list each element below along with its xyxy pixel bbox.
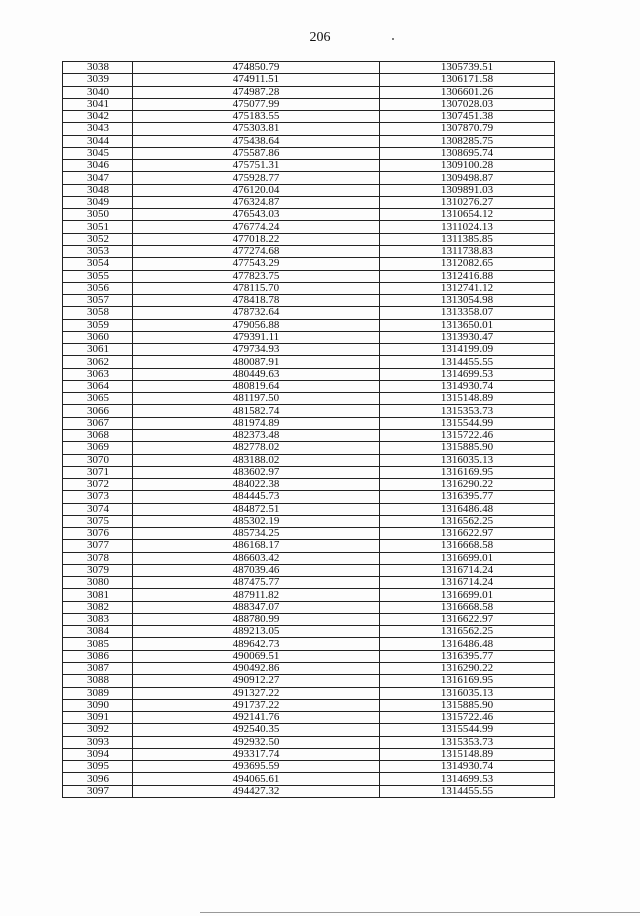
point-number-cell: 3044: [63, 135, 133, 147]
point-number-cell: 3093: [63, 736, 133, 748]
x-coordinate-cell: 483602.97: [133, 466, 380, 478]
point-number-cell: 3068: [63, 429, 133, 441]
table-row: [63, 135, 555, 147]
y-coordinate-cell: 1315885.90: [380, 442, 555, 454]
table-row: [63, 111, 555, 123]
x-coordinate-cell: 474850.79: [133, 62, 380, 74]
y-coordinate-cell: 1316622.97: [380, 528, 555, 540]
table-row: [63, 748, 555, 760]
point-number-cell: 3062: [63, 356, 133, 368]
point-number-cell: 3055: [63, 270, 133, 282]
y-coordinate-cell: 1316169.95: [380, 466, 555, 478]
table-row: [63, 417, 555, 429]
x-coordinate-cell: 480819.64: [133, 380, 380, 392]
y-coordinate-cell: 1316290.22: [380, 479, 555, 491]
point-number-cell: 3054: [63, 258, 133, 270]
point-number-cell: 3083: [63, 613, 133, 625]
coordinate-table: [62, 61, 555, 798]
point-number-cell: 3066: [63, 405, 133, 417]
table-row: [63, 258, 555, 270]
point-number-cell: 3061: [63, 344, 133, 356]
point-number-cell: 3072: [63, 479, 133, 491]
table-row: [63, 589, 555, 601]
y-coordinate-cell: 1315148.89: [380, 748, 555, 760]
y-coordinate-cell: 1316395.77: [380, 491, 555, 503]
x-coordinate-cell: 475183.55: [133, 111, 380, 123]
table-row: [63, 86, 555, 98]
y-coordinate-cell: 1312416.88: [380, 270, 555, 282]
point-number-cell: 3097: [63, 785, 133, 797]
point-number-cell: 3050: [63, 209, 133, 221]
point-number-cell: 3040: [63, 86, 133, 98]
x-coordinate-cell: 480449.63: [133, 368, 380, 380]
table-row: [63, 307, 555, 319]
table-row: [63, 479, 555, 491]
x-coordinate-cell: 484872.51: [133, 503, 380, 515]
y-coordinate-cell: 1314699.53: [380, 773, 555, 785]
point-number-cell: 3065: [63, 393, 133, 405]
table-row: [63, 160, 555, 172]
point-number-cell: 3081: [63, 589, 133, 601]
point-number-cell: 3039: [63, 74, 133, 86]
y-coordinate-cell: 1307028.03: [380, 98, 555, 110]
point-number-cell: 3052: [63, 233, 133, 245]
point-number-cell: 3080: [63, 577, 133, 589]
point-number-cell: 3090: [63, 699, 133, 711]
table-row: [63, 638, 555, 650]
point-number-cell: 3075: [63, 515, 133, 527]
y-coordinate-cell: 1316668.58: [380, 601, 555, 613]
y-coordinate-cell: 1310654.12: [380, 209, 555, 221]
y-coordinate-cell: 1315722.46: [380, 429, 555, 441]
point-number-cell: 3060: [63, 331, 133, 343]
table-row: [63, 442, 555, 454]
table-row: [63, 184, 555, 196]
y-coordinate-cell: 1316035.13: [380, 454, 555, 466]
table-row: [63, 98, 555, 110]
y-coordinate-cell: 1316486.48: [380, 638, 555, 650]
y-coordinate-cell: 1311738.83: [380, 245, 555, 257]
x-coordinate-cell: 489213.05: [133, 626, 380, 638]
table-row: [63, 650, 555, 662]
table-row: [63, 785, 555, 797]
x-coordinate-cell: 475077.99: [133, 98, 380, 110]
x-coordinate-cell: 490492.86: [133, 663, 380, 675]
x-coordinate-cell: 492141.76: [133, 712, 380, 724]
y-coordinate-cell: 1313930.47: [380, 331, 555, 343]
point-number-cell: 3084: [63, 626, 133, 638]
table-row: [63, 552, 555, 564]
point-number-cell: 3094: [63, 748, 133, 760]
x-coordinate-cell: 486603.42: [133, 552, 380, 564]
x-coordinate-cell: 494427.32: [133, 785, 380, 797]
x-coordinate-cell: 487911.82: [133, 589, 380, 601]
table-row: [63, 196, 555, 208]
table-row: [63, 601, 555, 613]
x-coordinate-cell: 492540.35: [133, 724, 380, 736]
y-coordinate-cell: 1305739.51: [380, 62, 555, 74]
y-coordinate-cell: 1315885.90: [380, 699, 555, 711]
x-coordinate-cell: 491737.22: [133, 699, 380, 711]
y-coordinate-cell: 1316714.24: [380, 577, 555, 589]
y-coordinate-cell: 1313054.98: [380, 295, 555, 307]
y-coordinate-cell: 1316699.01: [380, 589, 555, 601]
point-number-cell: 3078: [63, 552, 133, 564]
x-coordinate-cell: 481197.50: [133, 393, 380, 405]
coordinate-table-wrapper: [62, 61, 552, 798]
y-coordinate-cell: 1307451.38: [380, 111, 555, 123]
x-coordinate-cell: 475438.64: [133, 135, 380, 147]
table-row: [63, 368, 555, 380]
bottom-edge-line: [200, 912, 640, 913]
point-number-cell: 3056: [63, 282, 133, 294]
x-coordinate-cell: 488780.99: [133, 613, 380, 625]
x-coordinate-cell: 494065.61: [133, 773, 380, 785]
point-number-cell: 3095: [63, 761, 133, 773]
y-coordinate-cell: 1314699.53: [380, 368, 555, 380]
y-coordinate-cell: 1315544.99: [380, 724, 555, 736]
table-row: [63, 773, 555, 785]
table-row: [63, 613, 555, 625]
x-coordinate-cell: 487475.77: [133, 577, 380, 589]
x-coordinate-cell: 476120.04: [133, 184, 380, 196]
table-row: [63, 577, 555, 589]
x-coordinate-cell: 477543.29: [133, 258, 380, 270]
table-row: [63, 245, 555, 257]
point-number-cell: 3046: [63, 160, 133, 172]
x-coordinate-cell: 489642.73: [133, 638, 380, 650]
point-number-cell: 3082: [63, 601, 133, 613]
point-number-cell: 3067: [63, 417, 133, 429]
x-coordinate-cell: 478418.78: [133, 295, 380, 307]
table-row: [63, 491, 555, 503]
table-row: [63, 380, 555, 392]
x-coordinate-cell: 479734.93: [133, 344, 380, 356]
table-row: [63, 515, 555, 527]
table-row: [63, 712, 555, 724]
y-coordinate-cell: 1316714.24: [380, 564, 555, 576]
y-coordinate-cell: 1314930.74: [380, 380, 555, 392]
x-coordinate-cell: 477823.75: [133, 270, 380, 282]
table-row: [63, 270, 555, 282]
table-row: [63, 344, 555, 356]
point-number-cell: 3071: [63, 466, 133, 478]
table-row: [63, 454, 555, 466]
y-coordinate-cell: 1316290.22: [380, 663, 555, 675]
y-coordinate-cell: 1316486.48: [380, 503, 555, 515]
y-coordinate-cell: 1306601.26: [380, 86, 555, 98]
x-coordinate-cell: 479391.11: [133, 331, 380, 343]
y-coordinate-cell: 1316622.97: [380, 613, 555, 625]
scan-speck: [392, 38, 394, 40]
coordinate-table-body: [63, 62, 555, 798]
y-coordinate-cell: 1316562.25: [380, 515, 555, 527]
table-row: [63, 209, 555, 221]
page-number: 206: [309, 30, 331, 45]
y-coordinate-cell: 1316169.95: [380, 675, 555, 687]
table-row: [63, 466, 555, 478]
y-coordinate-cell: 1315353.73: [380, 736, 555, 748]
y-coordinate-cell: 1316699.01: [380, 552, 555, 564]
x-coordinate-cell: 483188.02: [133, 454, 380, 466]
point-number-cell: 3064: [63, 380, 133, 392]
x-coordinate-cell: 492932.50: [133, 736, 380, 748]
x-coordinate-cell: 477274.68: [133, 245, 380, 257]
point-number-cell: 3048: [63, 184, 133, 196]
table-row: [63, 675, 555, 687]
table-row: [63, 295, 555, 307]
point-number-cell: 3096: [63, 773, 133, 785]
y-coordinate-cell: 1316562.25: [380, 626, 555, 638]
point-number-cell: 3059: [63, 319, 133, 331]
x-coordinate-cell: 488347.07: [133, 601, 380, 613]
y-coordinate-cell: 1309498.87: [380, 172, 555, 184]
y-coordinate-cell: 1315148.89: [380, 393, 555, 405]
point-number-cell: 3079: [63, 564, 133, 576]
x-coordinate-cell: 485302.19: [133, 515, 380, 527]
point-number-cell: 3070: [63, 454, 133, 466]
point-number-cell: 3057: [63, 295, 133, 307]
point-number-cell: 3058: [63, 307, 133, 319]
y-coordinate-cell: 1312741.12: [380, 282, 555, 294]
point-number-cell: 3077: [63, 540, 133, 552]
y-coordinate-cell: 1306171.58: [380, 74, 555, 86]
point-number-cell: 3043: [63, 123, 133, 135]
x-coordinate-cell: 490912.27: [133, 675, 380, 687]
x-coordinate-cell: 480087.91: [133, 356, 380, 368]
x-coordinate-cell: 474911.51: [133, 74, 380, 86]
y-coordinate-cell: 1310276.27: [380, 196, 555, 208]
x-coordinate-cell: 484022.38: [133, 479, 380, 491]
y-coordinate-cell: 1313650.01: [380, 319, 555, 331]
x-coordinate-cell: 475751.31: [133, 160, 380, 172]
table-row: [63, 331, 555, 343]
point-number-cell: 3063: [63, 368, 133, 380]
point-number-cell: 3042: [63, 111, 133, 123]
y-coordinate-cell: 1315722.46: [380, 712, 555, 724]
x-coordinate-cell: 491327.22: [133, 687, 380, 699]
point-number-cell: 3053: [63, 245, 133, 257]
x-coordinate-cell: 475928.77: [133, 172, 380, 184]
table-row: [63, 663, 555, 675]
table-row: [63, 736, 555, 748]
x-coordinate-cell: 478115.70: [133, 282, 380, 294]
point-number-cell: 3038: [63, 62, 133, 74]
y-coordinate-cell: 1308695.74: [380, 147, 555, 159]
table-row: [63, 687, 555, 699]
y-coordinate-cell: 1313358.07: [380, 307, 555, 319]
y-coordinate-cell: 1314199.09: [380, 344, 555, 356]
point-number-cell: 3045: [63, 147, 133, 159]
x-coordinate-cell: 486168.17: [133, 540, 380, 552]
x-coordinate-cell: 485734.25: [133, 528, 380, 540]
y-coordinate-cell: 1315544.99: [380, 417, 555, 429]
x-coordinate-cell: 476324.87: [133, 196, 380, 208]
x-coordinate-cell: 481582.74: [133, 405, 380, 417]
x-coordinate-cell: 490069.51: [133, 650, 380, 662]
x-coordinate-cell: 479056.88: [133, 319, 380, 331]
y-coordinate-cell: 1309891.03: [380, 184, 555, 196]
y-coordinate-cell: 1311385.85: [380, 233, 555, 245]
y-coordinate-cell: 1314455.55: [380, 785, 555, 797]
y-coordinate-cell: 1308285.75: [380, 135, 555, 147]
y-coordinate-cell: 1307870.79: [380, 123, 555, 135]
point-number-cell: 3076: [63, 528, 133, 540]
point-number-cell: 3087: [63, 663, 133, 675]
point-number-cell: 3089: [63, 687, 133, 699]
x-coordinate-cell: 476774.24: [133, 221, 380, 233]
y-coordinate-cell: 1316395.77: [380, 650, 555, 662]
table-row: [63, 761, 555, 773]
table-row: [63, 724, 555, 736]
table-row: [63, 233, 555, 245]
point-number-cell: 3085: [63, 638, 133, 650]
x-coordinate-cell: 482373.48: [133, 429, 380, 441]
point-number-cell: 3091: [63, 712, 133, 724]
y-coordinate-cell: 1311024.13: [380, 221, 555, 233]
x-coordinate-cell: 482778.02: [133, 442, 380, 454]
table-row: [63, 62, 555, 74]
x-coordinate-cell: 474987.28: [133, 86, 380, 98]
y-coordinate-cell: 1314930.74: [380, 761, 555, 773]
table-row: [63, 356, 555, 368]
table-row: [63, 123, 555, 135]
x-coordinate-cell: 475303.81: [133, 123, 380, 135]
x-coordinate-cell: 481974.89: [133, 417, 380, 429]
table-row: [63, 699, 555, 711]
x-coordinate-cell: 475587.86: [133, 147, 380, 159]
y-coordinate-cell: 1316668.58: [380, 540, 555, 552]
x-coordinate-cell: 493695.59: [133, 761, 380, 773]
point-number-cell: 3041: [63, 98, 133, 110]
point-number-cell: 3074: [63, 503, 133, 515]
x-coordinate-cell: 476543.03: [133, 209, 380, 221]
x-coordinate-cell: 487039.46: [133, 564, 380, 576]
y-coordinate-cell: 1314455.55: [380, 356, 555, 368]
table-row: [63, 540, 555, 552]
y-coordinate-cell: 1316035.13: [380, 687, 555, 699]
x-coordinate-cell: 477018.22: [133, 233, 380, 245]
point-number-cell: 3088: [63, 675, 133, 687]
table-row: [63, 319, 555, 331]
table-row: [63, 626, 555, 638]
x-coordinate-cell: 484445.73: [133, 491, 380, 503]
point-number-cell: 3047: [63, 172, 133, 184]
table-row: [63, 405, 555, 417]
point-number-cell: 3051: [63, 221, 133, 233]
point-number-cell: 3073: [63, 491, 133, 503]
x-coordinate-cell: 493317.74: [133, 748, 380, 760]
table-row: [63, 564, 555, 576]
x-coordinate-cell: 478732.64: [133, 307, 380, 319]
y-coordinate-cell: 1315353.73: [380, 405, 555, 417]
y-coordinate-cell: 1312082.65: [380, 258, 555, 270]
table-row: [63, 282, 555, 294]
table-row: [63, 74, 555, 86]
table-row: [63, 147, 555, 159]
table-row: [63, 221, 555, 233]
point-number-cell: 3086: [63, 650, 133, 662]
table-row: [63, 528, 555, 540]
y-coordinate-cell: 1309100.28: [380, 160, 555, 172]
table-row: [63, 393, 555, 405]
table-row: [63, 172, 555, 184]
table-row: [63, 503, 555, 515]
point-number-cell: 3069: [63, 442, 133, 454]
point-number-cell: 3049: [63, 196, 133, 208]
table-row: [63, 429, 555, 441]
point-number-cell: 3092: [63, 724, 133, 736]
